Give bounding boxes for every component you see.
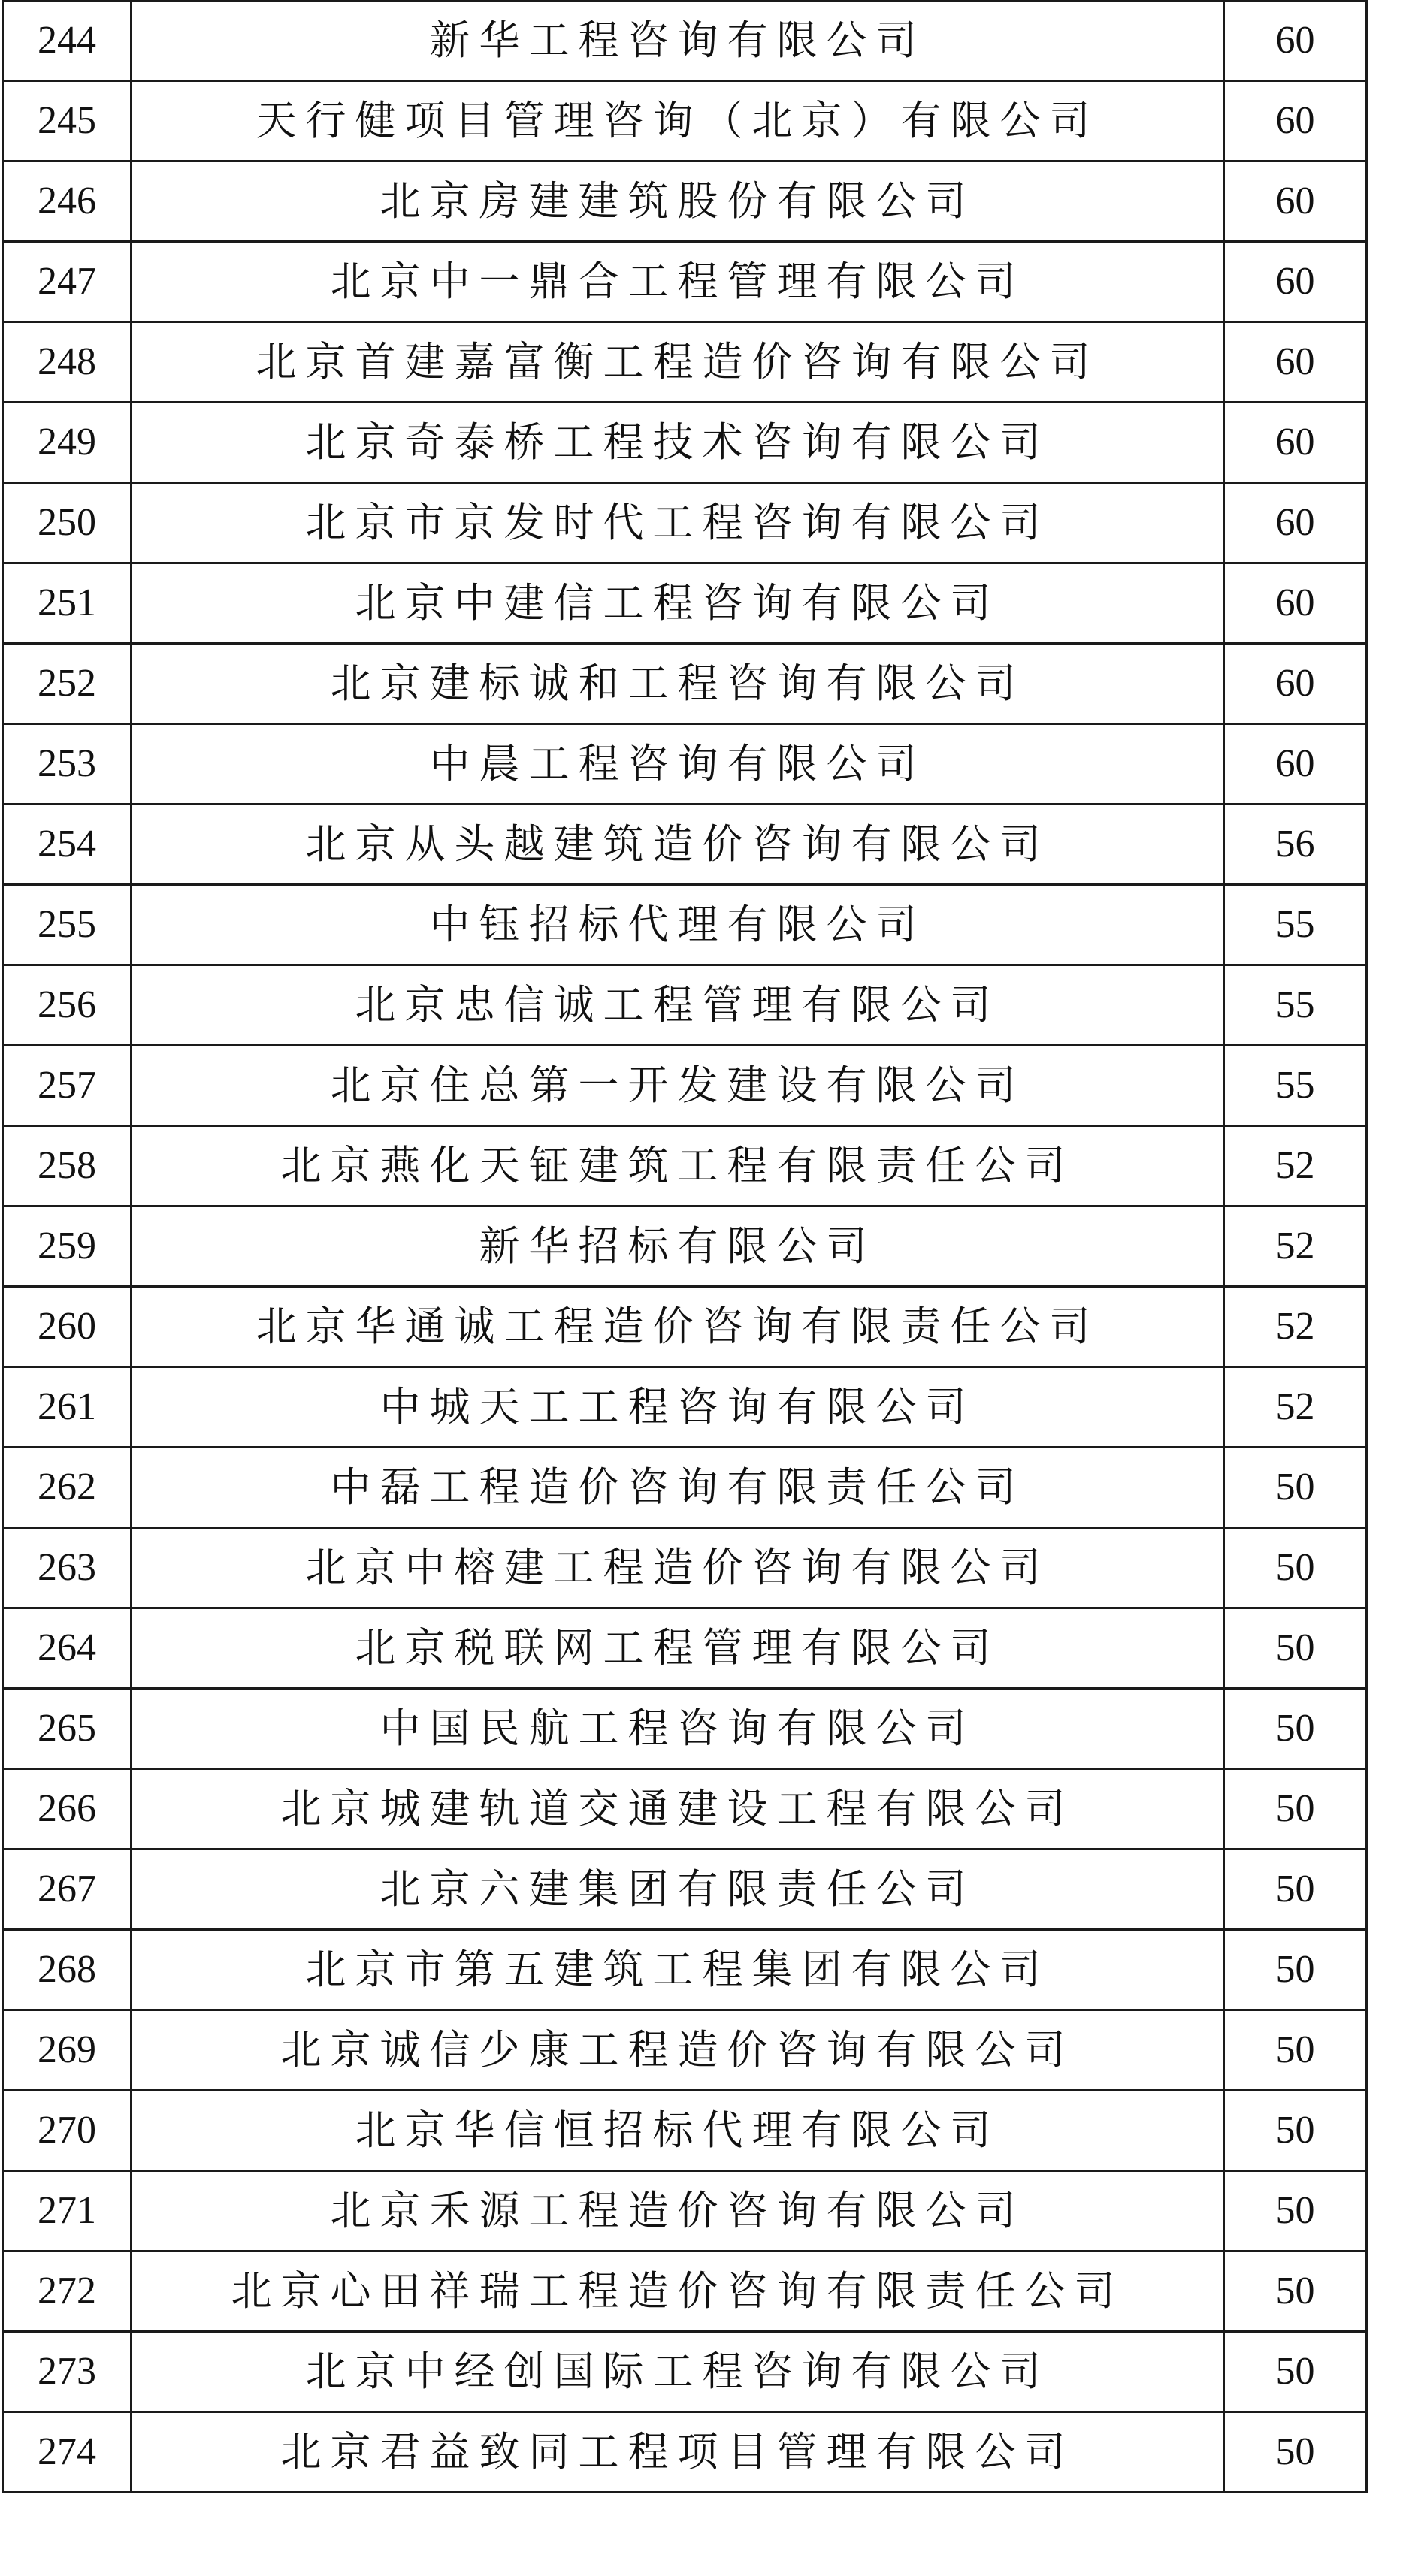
- table-row: [3, 242, 1367, 322]
- company-name-cell: 中晨工程咨询有限公司: [132, 724, 1224, 805]
- table-row: [3, 2171, 1367, 2251]
- table-row: [3, 724, 1367, 805]
- table-row: [3, 1126, 1367, 1206]
- score-cell: 60: [1224, 724, 1367, 805]
- table-row: [3, 1, 1367, 81]
- table-row: [3, 322, 1367, 403]
- score-cell: 60: [1224, 242, 1367, 322]
- company-name-cell: 北京税联网工程管理有限公司: [132, 1608, 1224, 1689]
- table-row: [3, 2332, 1367, 2412]
- score-cell: 60: [1224, 644, 1367, 724]
- row-number-cell: 252: [3, 644, 132, 724]
- row-number-cell: 258: [3, 1126, 132, 1206]
- score-cell: 55: [1224, 965, 1367, 1046]
- row-number-cell: 259: [3, 1206, 132, 1287]
- table-body: [3, 1, 1367, 2493]
- company-name-cell: 中磊工程造价咨询有限责任公司: [132, 1448, 1224, 1528]
- row-number-cell: 251: [3, 563, 132, 644]
- table-row: [3, 965, 1367, 1046]
- score-cell: 60: [1224, 563, 1367, 644]
- score-cell: 50: [1224, 1769, 1367, 1850]
- score-cell: 50: [1224, 1528, 1367, 1608]
- table-row: [3, 2091, 1367, 2171]
- company-name-cell: 北京首建嘉富衡工程造价咨询有限公司: [132, 322, 1224, 403]
- company-name-cell: 北京建标诚和工程咨询有限公司: [132, 644, 1224, 724]
- company-name-cell: 中国民航工程咨询有限公司: [132, 1689, 1224, 1769]
- company-name-cell: 北京心田祥瑞工程造价咨询有限责任公司: [132, 2251, 1224, 2332]
- row-number-cell: 255: [3, 885, 132, 965]
- table-row: [3, 1930, 1367, 2010]
- row-number-cell: 264: [3, 1608, 132, 1689]
- table-row: [3, 1850, 1367, 1930]
- table-row: [3, 563, 1367, 644]
- table-row: [3, 1046, 1367, 1126]
- row-number-cell: 273: [3, 2332, 132, 2412]
- company-name-cell: 北京市京发时代工程咨询有限公司: [132, 483, 1224, 563]
- company-name-cell: 北京六建集团有限责任公司: [132, 1850, 1224, 1930]
- company-name-cell: 北京中经创国际工程咨询有限公司: [132, 2332, 1224, 2412]
- score-cell: 60: [1224, 322, 1367, 403]
- table-row: [3, 2251, 1367, 2332]
- company-name-cell: 天行健项目管理咨询（北京）有限公司: [132, 81, 1224, 162]
- table-row: [3, 1528, 1367, 1608]
- score-cell: 60: [1224, 162, 1367, 242]
- score-cell: 50: [1224, 1850, 1367, 1930]
- company-score-table: [2, 0, 1368, 2493]
- company-name-cell: 北京中建信工程咨询有限公司: [132, 563, 1224, 644]
- row-number-cell: 244: [3, 1, 132, 81]
- score-cell: 52: [1224, 1367, 1367, 1448]
- table-row: [3, 644, 1367, 724]
- score-cell: 50: [1224, 2010, 1367, 2091]
- score-cell: 55: [1224, 885, 1367, 965]
- table-row: [3, 403, 1367, 483]
- company-name-cell: 北京住总第一开发建设有限公司: [132, 1046, 1224, 1126]
- score-cell: 50: [1224, 1930, 1367, 2010]
- row-number-cell: 271: [3, 2171, 132, 2251]
- score-cell: 55: [1224, 1046, 1367, 1126]
- score-cell: 52: [1224, 1206, 1367, 1287]
- row-number-cell: 254: [3, 805, 132, 885]
- company-name-cell: 中钰招标代理有限公司: [132, 885, 1224, 965]
- row-number-cell: 270: [3, 2091, 132, 2171]
- score-cell: 60: [1224, 1, 1367, 81]
- company-name-cell: 北京中一鼎合工程管理有限公司: [132, 242, 1224, 322]
- table-row: [3, 1448, 1367, 1528]
- row-number-cell: 265: [3, 1689, 132, 1769]
- company-name-cell: 北京城建轨道交通建设工程有限公司: [132, 1769, 1224, 1850]
- row-number-cell: 267: [3, 1850, 132, 1930]
- table-row: [3, 483, 1367, 563]
- score-cell: 50: [1224, 2332, 1367, 2412]
- score-cell: 50: [1224, 2171, 1367, 2251]
- score-cell: 50: [1224, 2091, 1367, 2171]
- company-name-cell: 北京房建建筑股份有限公司: [132, 162, 1224, 242]
- score-cell: 60: [1224, 403, 1367, 483]
- table-row: [3, 2412, 1367, 2493]
- row-number-cell: 260: [3, 1287, 132, 1367]
- row-number-cell: 268: [3, 1930, 132, 2010]
- row-number-cell: 248: [3, 322, 132, 403]
- score-cell: 50: [1224, 2412, 1367, 2493]
- score-cell: 60: [1224, 81, 1367, 162]
- company-name-cell: 新华招标有限公司: [132, 1206, 1224, 1287]
- row-number-cell: 245: [3, 81, 132, 162]
- table-row: [3, 2010, 1367, 2091]
- company-name-cell: 北京市第五建筑工程集团有限公司: [132, 1930, 1224, 2010]
- row-number-cell: 274: [3, 2412, 132, 2493]
- row-number-cell: 246: [3, 162, 132, 242]
- row-number-cell: 257: [3, 1046, 132, 1126]
- table-row: [3, 1367, 1367, 1448]
- row-number-cell: 263: [3, 1528, 132, 1608]
- table-row: [3, 885, 1367, 965]
- company-name-cell: 中城天工工程咨询有限公司: [132, 1367, 1224, 1448]
- row-number-cell: 266: [3, 1769, 132, 1850]
- company-name-cell: 北京诚信少康工程造价咨询有限公司: [132, 2010, 1224, 2091]
- company-name-cell: 北京忠信诚工程管理有限公司: [132, 965, 1224, 1046]
- score-cell: 50: [1224, 1608, 1367, 1689]
- row-number-cell: 249: [3, 403, 132, 483]
- table-row: [3, 81, 1367, 162]
- company-name-cell: 新华工程咨询有限公司: [132, 1, 1224, 81]
- score-cell: 52: [1224, 1126, 1367, 1206]
- table-row: [3, 1769, 1367, 1850]
- row-number-cell: 269: [3, 2010, 132, 2091]
- table-row: [3, 1608, 1367, 1689]
- table-row: [3, 162, 1367, 242]
- score-cell: 52: [1224, 1287, 1367, 1367]
- company-name-cell: 北京君益致同工程项目管理有限公司: [132, 2412, 1224, 2493]
- row-number-cell: 253: [3, 724, 132, 805]
- row-number-cell: 247: [3, 242, 132, 322]
- company-name-cell: 北京燕化天钲建筑工程有限责任公司: [132, 1126, 1224, 1206]
- score-cell: 50: [1224, 1689, 1367, 1769]
- company-name-cell: 北京从头越建筑造价咨询有限公司: [132, 805, 1224, 885]
- company-name-cell: 北京禾源工程造价咨询有限公司: [132, 2171, 1224, 2251]
- company-name-cell: 北京奇泰桥工程技术咨询有限公司: [132, 403, 1224, 483]
- table-row: [3, 1287, 1367, 1367]
- score-cell: 50: [1224, 2251, 1367, 2332]
- row-number-cell: 261: [3, 1367, 132, 1448]
- table-row: [3, 1206, 1367, 1287]
- table-row: [3, 805, 1367, 885]
- row-number-cell: 262: [3, 1448, 132, 1528]
- company-name-cell: 北京华信恒招标代理有限公司: [132, 2091, 1224, 2171]
- table-row: [3, 1689, 1367, 1769]
- score-cell: 50: [1224, 1448, 1367, 1528]
- score-cell: 56: [1224, 805, 1367, 885]
- score-cell: 60: [1224, 483, 1367, 563]
- company-name-cell: 北京中榕建工程造价咨询有限公司: [132, 1528, 1224, 1608]
- row-number-cell: 250: [3, 483, 132, 563]
- company-name-cell: 北京华通诚工程造价咨询有限责任公司: [132, 1287, 1224, 1367]
- row-number-cell: 256: [3, 965, 132, 1046]
- row-number-cell: 272: [3, 2251, 132, 2332]
